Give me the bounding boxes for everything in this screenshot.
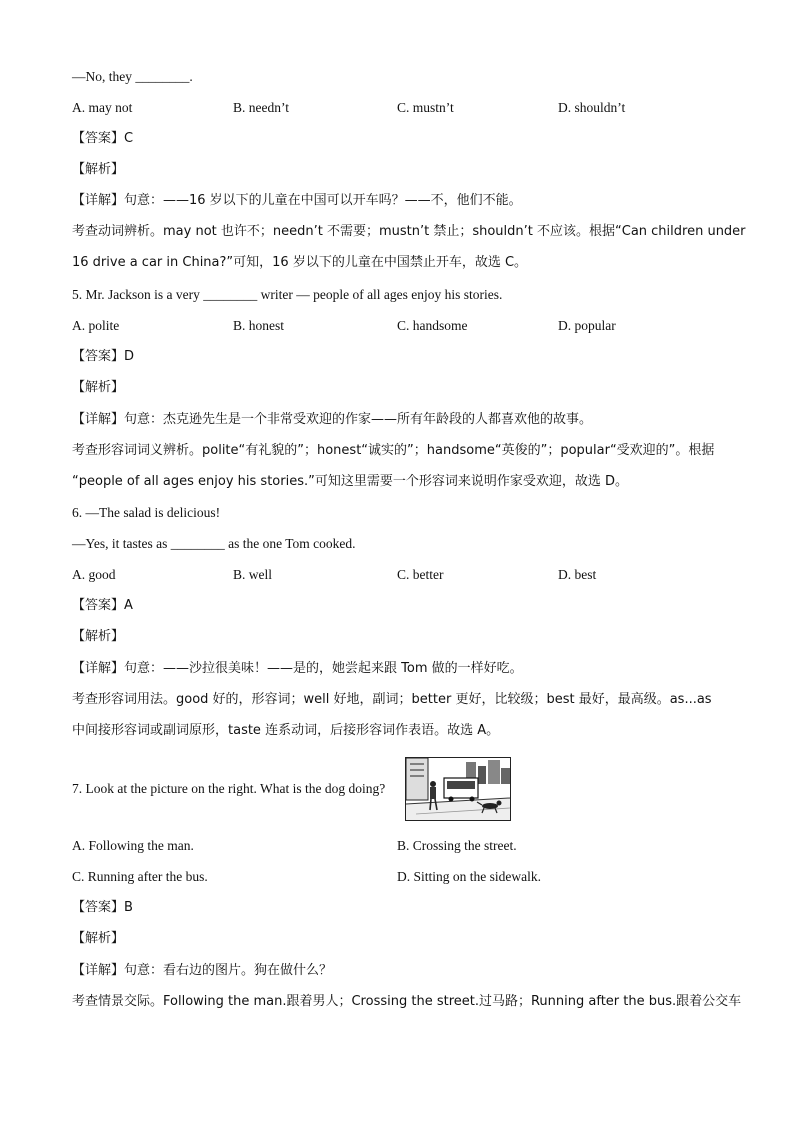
q6-analysis-heading: 【解析】: [72, 629, 125, 644]
q7-option-c: C. Running after the bus.: [72, 869, 208, 884]
q5-explanation-line-2: “people of all ages enjoy his stories.”可知这里需要一个形容词来说明作家受欢迎，故选 D。: [72, 474, 628, 489]
q4-option-a: A. may not: [72, 100, 133, 115]
q7-analysis-heading: 【解析】: [72, 931, 125, 946]
q6-explanation-line-1: 考查形容词用法。good 好的，形容词；well 好地，副词；better 更好，比较级；best 最好，最高级。as...as: [72, 692, 712, 707]
q4-stem-line: —No, they ________.: [72, 69, 193, 84]
q6-answer: 【答案】A: [72, 598, 133, 613]
q7-option-d: D. Sitting on the sidewalk.: [397, 869, 541, 884]
q6-option-b: B. well: [233, 567, 272, 582]
q7-detail: 【详解】句意：看右边的图片。狗在做什么？: [72, 963, 333, 978]
q4-option-d: D. shouldn’t: [558, 100, 626, 115]
q4-explanation-line-2: 16 drive a car in China?”可知，16 岁以下的儿童在中国禁止开车，故选 C。: [72, 255, 528, 270]
q6-option-d: D. best: [558, 567, 597, 582]
q4-analysis-heading: 【解析】: [72, 162, 125, 177]
q5-analysis-heading: 【解析】: [72, 380, 125, 395]
q7-option-a: A. Following the man.: [72, 838, 194, 853]
q6-stem-line-1: 6. —The salad is delicious!: [72, 505, 221, 520]
q6-option-a: A. good: [72, 567, 116, 582]
q5-stem: 5. Mr. Jackson is a very ________ writer — people of all ages enjoy his stories.: [72, 287, 503, 302]
q4-answer: 【答案】C: [72, 131, 134, 146]
q7-answer: 【答案】B: [72, 900, 133, 915]
q4-option-b: B. needn’t: [233, 100, 289, 115]
q5-explanation-line-1: 考查形容词词义辨析。polite“有礼貌的”；honest“诚实的”；handsome“英俊的”；popular“受欢迎的”。根据: [72, 443, 715, 458]
q5-option-a: A. polite: [72, 318, 120, 333]
q5-detail: 【详解】句意：杰克逊先生是一个非常受欢迎的作家——所有年龄段的人都喜欢他的故事。: [72, 412, 593, 427]
q7-option-b: B. Crossing the street.: [397, 838, 517, 853]
q7-explanation-line-1: 考查情景交际。Following the man.跟着男人；Crossing the street.过马路；Running after the bus.跟着公交车: [72, 994, 742, 1009]
q6-option-c: C. better: [397, 567, 444, 582]
q7-stem: 7. Look at the picture on the right. What is the dog doing?: [72, 781, 386, 796]
q5-option-b: B. honest: [233, 318, 285, 333]
q5-answer: 【答案】D: [72, 349, 135, 364]
q6-detail: 【详解】句意：——沙拉很美味！——是的，她尝起来跟 Tom 做的一样好吃。: [72, 661, 523, 676]
q6-stem-line-2: —Yes, it tastes as ________ as the one Tom cooked.: [72, 536, 356, 551]
q5-option-c: C. handsome: [397, 318, 468, 333]
q4-option-c: C. mustn’t: [397, 100, 454, 115]
q4-explanation-line-1: 考查动词辨析。may not 也许不；needn’t 不需要；mustn’t 禁止；shouldn’t 不应该。根据“Can children under: [72, 224, 746, 239]
q6-explanation-line-2: 中间接形容词或副词原形，taste 连系动词，后接形容词作表语。故选 A。: [72, 723, 500, 738]
street-scene-illustration: [405, 757, 511, 821]
q4-detail: 【详解】句意：——16 岁以下的儿童在中国可以开车吗？——不，他们不能。: [72, 193, 522, 208]
q5-option-d: D. popular: [558, 318, 616, 333]
